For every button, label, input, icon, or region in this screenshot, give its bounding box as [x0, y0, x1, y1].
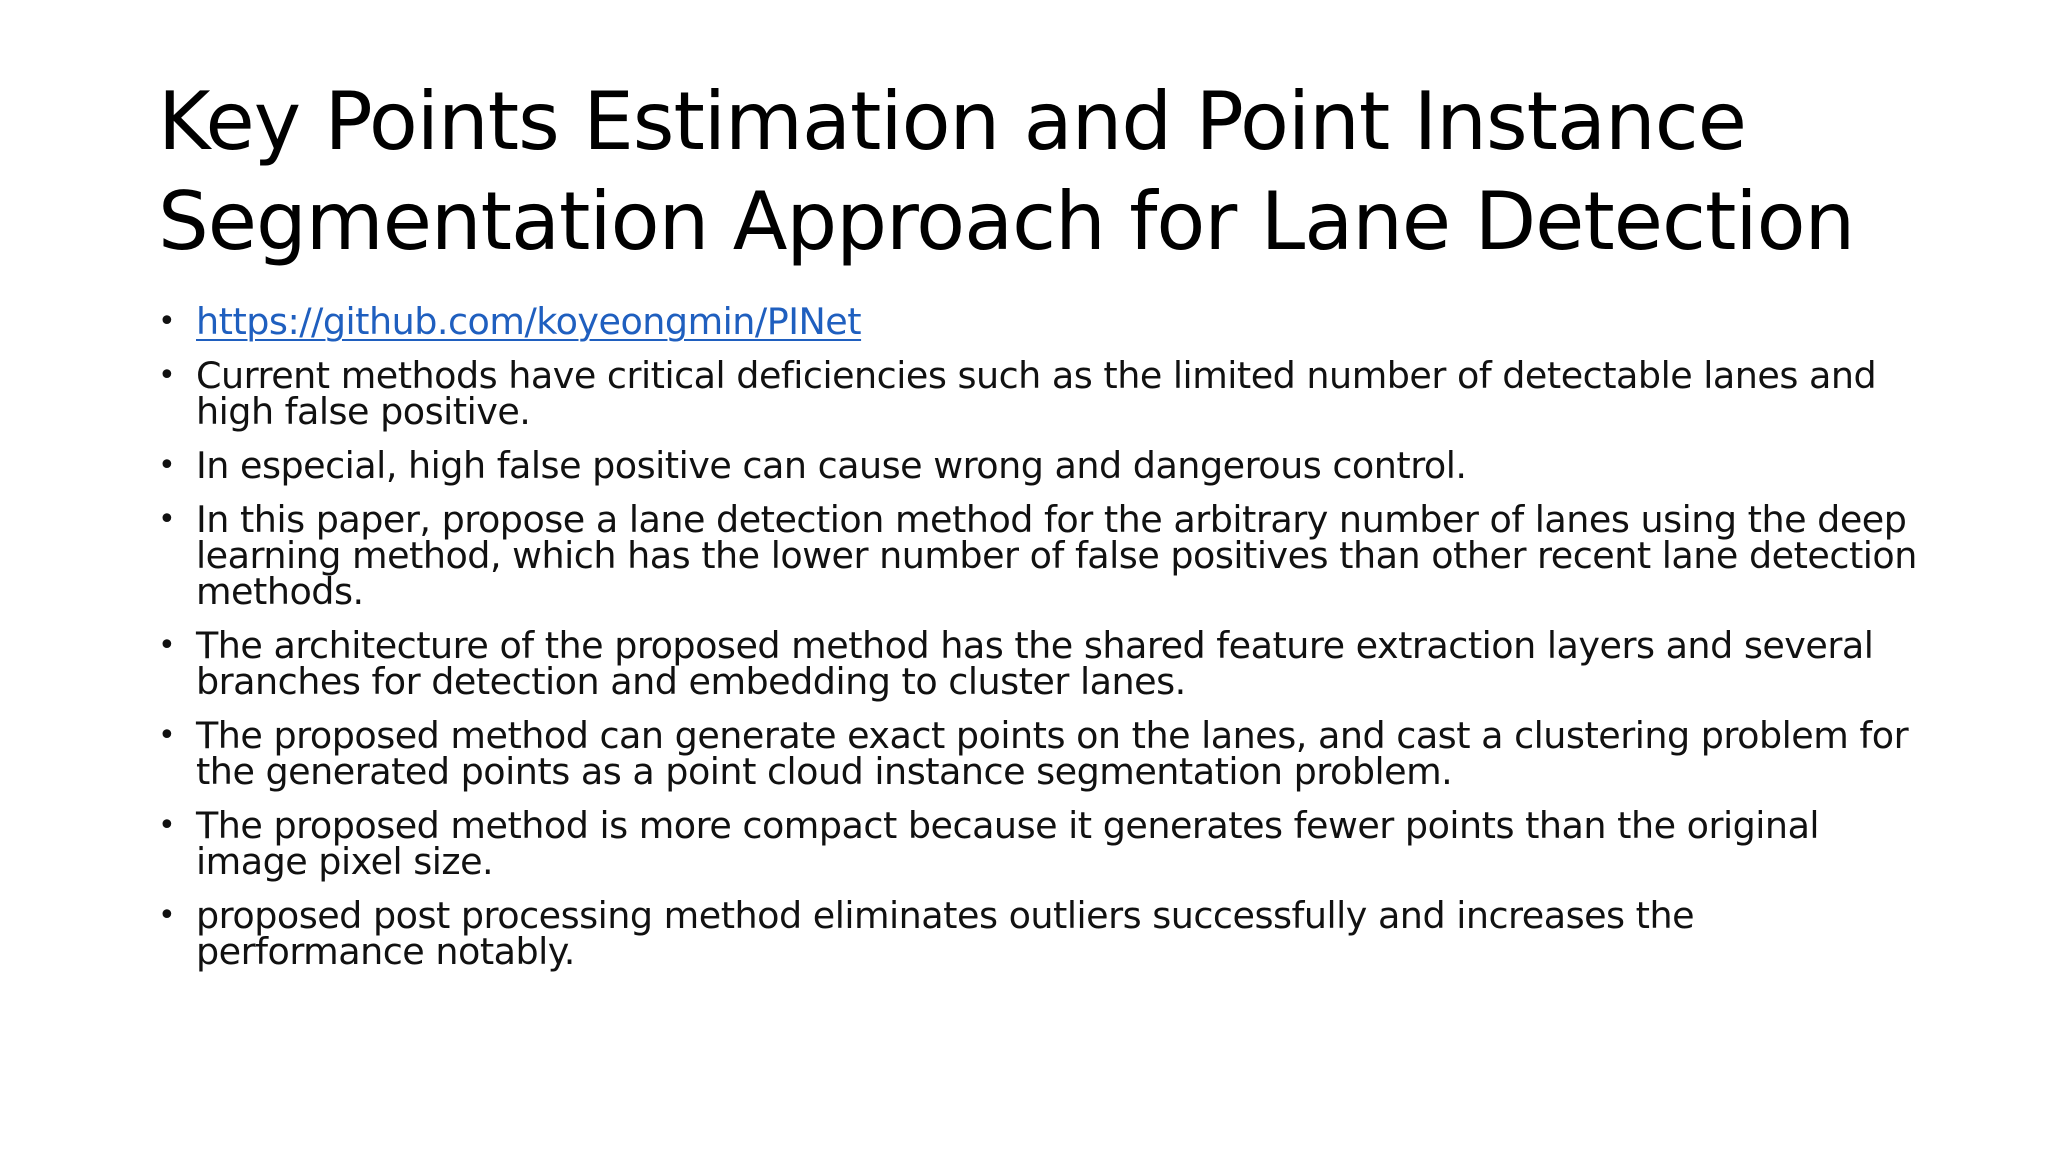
- bullet-item: [158, 354, 1918, 433]
- bullet-text: Current methods have critical deficiencies such as the limited number of detectable lanes and high false positive.: [196, 354, 1877, 433]
- bullet-dot: •: [158, 898, 176, 933]
- title-line-2: Segmentation Approach for Lane Detection: [158, 175, 1855, 268]
- bullet-dot: •: [158, 448, 176, 483]
- bullet-text: The architecture of the proposed method has the shared feature extraction layers and several branches for detection and embedding to cluster lanes.: [196, 624, 1874, 703]
- bullet-text: The proposed method is more compact because it generates fewer points than the original image pixel size.: [196, 804, 1820, 883]
- bullet-list: [158, 300, 1918, 988]
- bullet-item: [158, 498, 1918, 613]
- bullet-item: [158, 804, 1918, 883]
- bullet-dot: •: [158, 502, 176, 537]
- slide-title: [158, 72, 1918, 272]
- bullet-item: [158, 624, 1918, 703]
- bullet-text: In this paper, propose a lane detection method for the arbitrary number of lanes using the deep learning method, which has the lower number of false positives than other recent lane detection methods.: [196, 498, 1917, 613]
- title-line-1: Key Points Estimation and Point Instance: [158, 75, 1746, 168]
- bullet-item: [158, 444, 1918, 487]
- bullet-dot: •: [158, 304, 176, 339]
- bullet-item: [158, 894, 1918, 973]
- github-link[interactable]: https://github.com/koyeongmin/PINet: [196, 300, 862, 343]
- bullet-item: [158, 714, 1918, 793]
- bullet-text: The proposed method can generate exact points on the lanes, and cast a clustering problem for the generated points as a point cloud instance segmentation problem.: [196, 714, 1909, 793]
- bullet-dot: •: [158, 628, 176, 663]
- bullet-text: proposed post processing method eliminates outliers successfully and increases the performance notably.: [196, 894, 1695, 973]
- bullet-dot: •: [158, 718, 176, 753]
- bullet-dot: •: [158, 808, 176, 843]
- bullet-text: In especial, high false positive can cause wrong and dangerous control.: [196, 444, 1467, 487]
- bullet-item-link: [158, 300, 1918, 343]
- bullet-dot: •: [158, 358, 176, 393]
